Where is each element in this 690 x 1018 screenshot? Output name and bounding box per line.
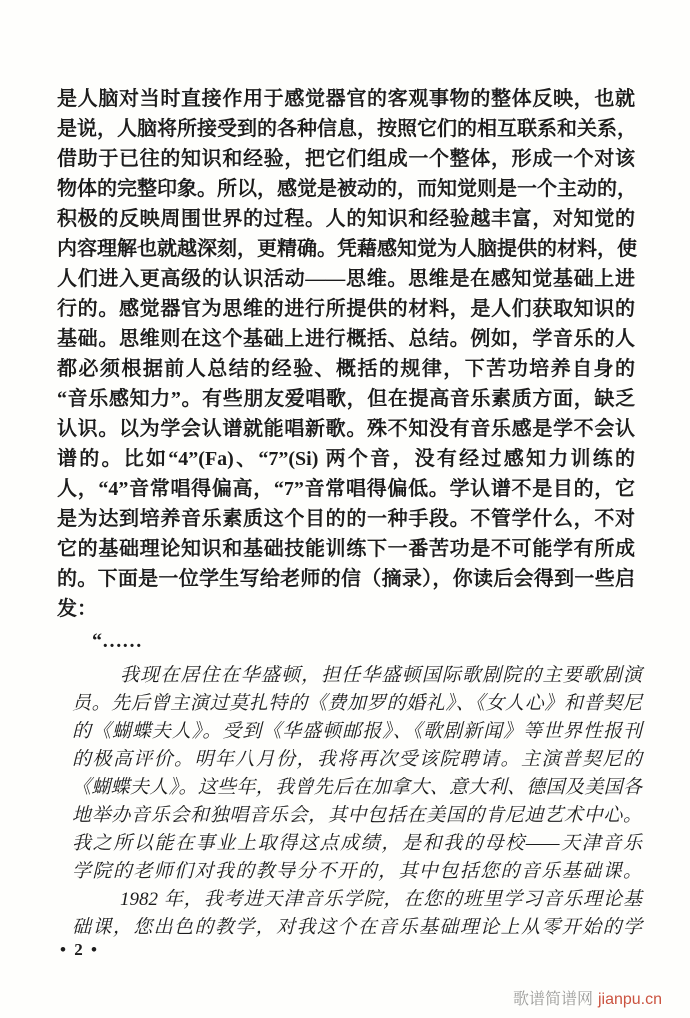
letter-line: 础课，您出色的教学，对我这个在音乐基础理论上从零开始的学 — [72, 917, 642, 938]
body-line: 行的。感觉器官为思维的进行所提供的材料，是人们获取知识的 — [57, 298, 635, 320]
body-line: 是人脑对当时直接作用于感觉器官的客观事物的整体反映，也就 — [57, 88, 635, 110]
body-line: 的。下面是一位学生写给老师的信（摘录），你读后会得到一些启 — [57, 568, 635, 590]
watermark — [513, 986, 662, 1009]
letter-line: 地举办音乐会和独唱音乐会，其中包括在美国的肯尼迪艺术中心。 — [72, 805, 642, 826]
letter-line: 员。先后曾主演过莫扎特的《费加罗的婚礼》、《女人心》和普契尼 — [72, 693, 642, 714]
body-line: 是说，人脑将所接受到的各种信息，按照它们的相互联系和关系， — [57, 118, 637, 140]
body-line: 人，“4”音常唱得偏高，“7”音常唱得偏低。学认谱不是目的，它 — [57, 478, 635, 500]
body-line: 物体的完整印象。所以，感觉是被动的，而知觉则是一个主动的， — [57, 178, 637, 200]
watermark-site-name: 歌谱简谱网 — [512, 991, 593, 1008]
letter-line: 我现在居住在华盛顿，担任华盛顿国际歌剧院的主要歌剧演 — [120, 665, 642, 686]
main-paragraph — [57, 84, 635, 624]
body-line: 内容理解也就越深刻，更精确。凭藉感知觉为人脑提供的材料，使 — [57, 238, 637, 260]
watermark-site-url: jianpu.cn — [597, 991, 662, 1008]
letter-line: 《蝴蝶夫人》。这些年，我曾先后在加拿大、意大利、德国及美国各 — [72, 777, 642, 798]
body-line: 发： — [57, 598, 97, 620]
letter-opening-quote: “…… — [92, 630, 142, 652]
body-line: 借助于已往的知识和经验，把它们组成一个整体，形成一个对该 — [57, 148, 635, 170]
letter-excerpt — [72, 662, 642, 942]
letter-line: 的《蝴蝶夫人》。受到《华盛顿邮报》、《歌剧新闻》等世界性报刊 — [72, 721, 642, 742]
letter-line: 1982 年，我考进天津音乐学院，在您的班里学习音乐理论基 — [120, 889, 642, 910]
body-line: 都必须根据前人总结的经验、概括的规律，下苦功培养自身的 — [57, 358, 635, 380]
letter-line: 我之所以能在事业上取得这点成绩，是和我的母校——天津音乐 — [72, 833, 642, 854]
body-line: 它的基础理论知识和基础技能训练下一番苦功是不可能学有所成 — [57, 538, 635, 560]
body-line: 人们进入更高级的认识活动——思维。思维是在感知觉基础上进 — [57, 268, 635, 290]
letter-line: 学院的老师们对我的教导分不开的，其中包括您的音乐基础课。 — [72, 861, 642, 882]
body-line: 是为达到培养音乐素质这个目的的一种手段。不管学什么，不对 — [57, 508, 635, 530]
body-line: 谱的。比如“4”(Fa)、“7”(Si) 两个音，没有经过感知力训练的 — [57, 448, 635, 470]
body-line: 基础。思维则在这个基础上进行概括、总结。例如，学音乐的人 — [57, 328, 635, 350]
page-number: • 2 • — [60, 940, 99, 959]
letter-line: 的极高评价。明年八月份，我将再次受该院聘请。主演普契尼的 — [72, 749, 642, 770]
body-line: 认识。以为学会认谱就能唱新歌。殊不知没有音乐感是学不会认 — [57, 418, 635, 440]
body-line: “音乐感知力”。有些朋友爱唱歌，但在提高音乐素质方面，缺乏 — [57, 388, 635, 410]
body-line: 积极的反映周围世界的过程。人的知识和经验越丰富，对知觉的 — [57, 208, 635, 230]
